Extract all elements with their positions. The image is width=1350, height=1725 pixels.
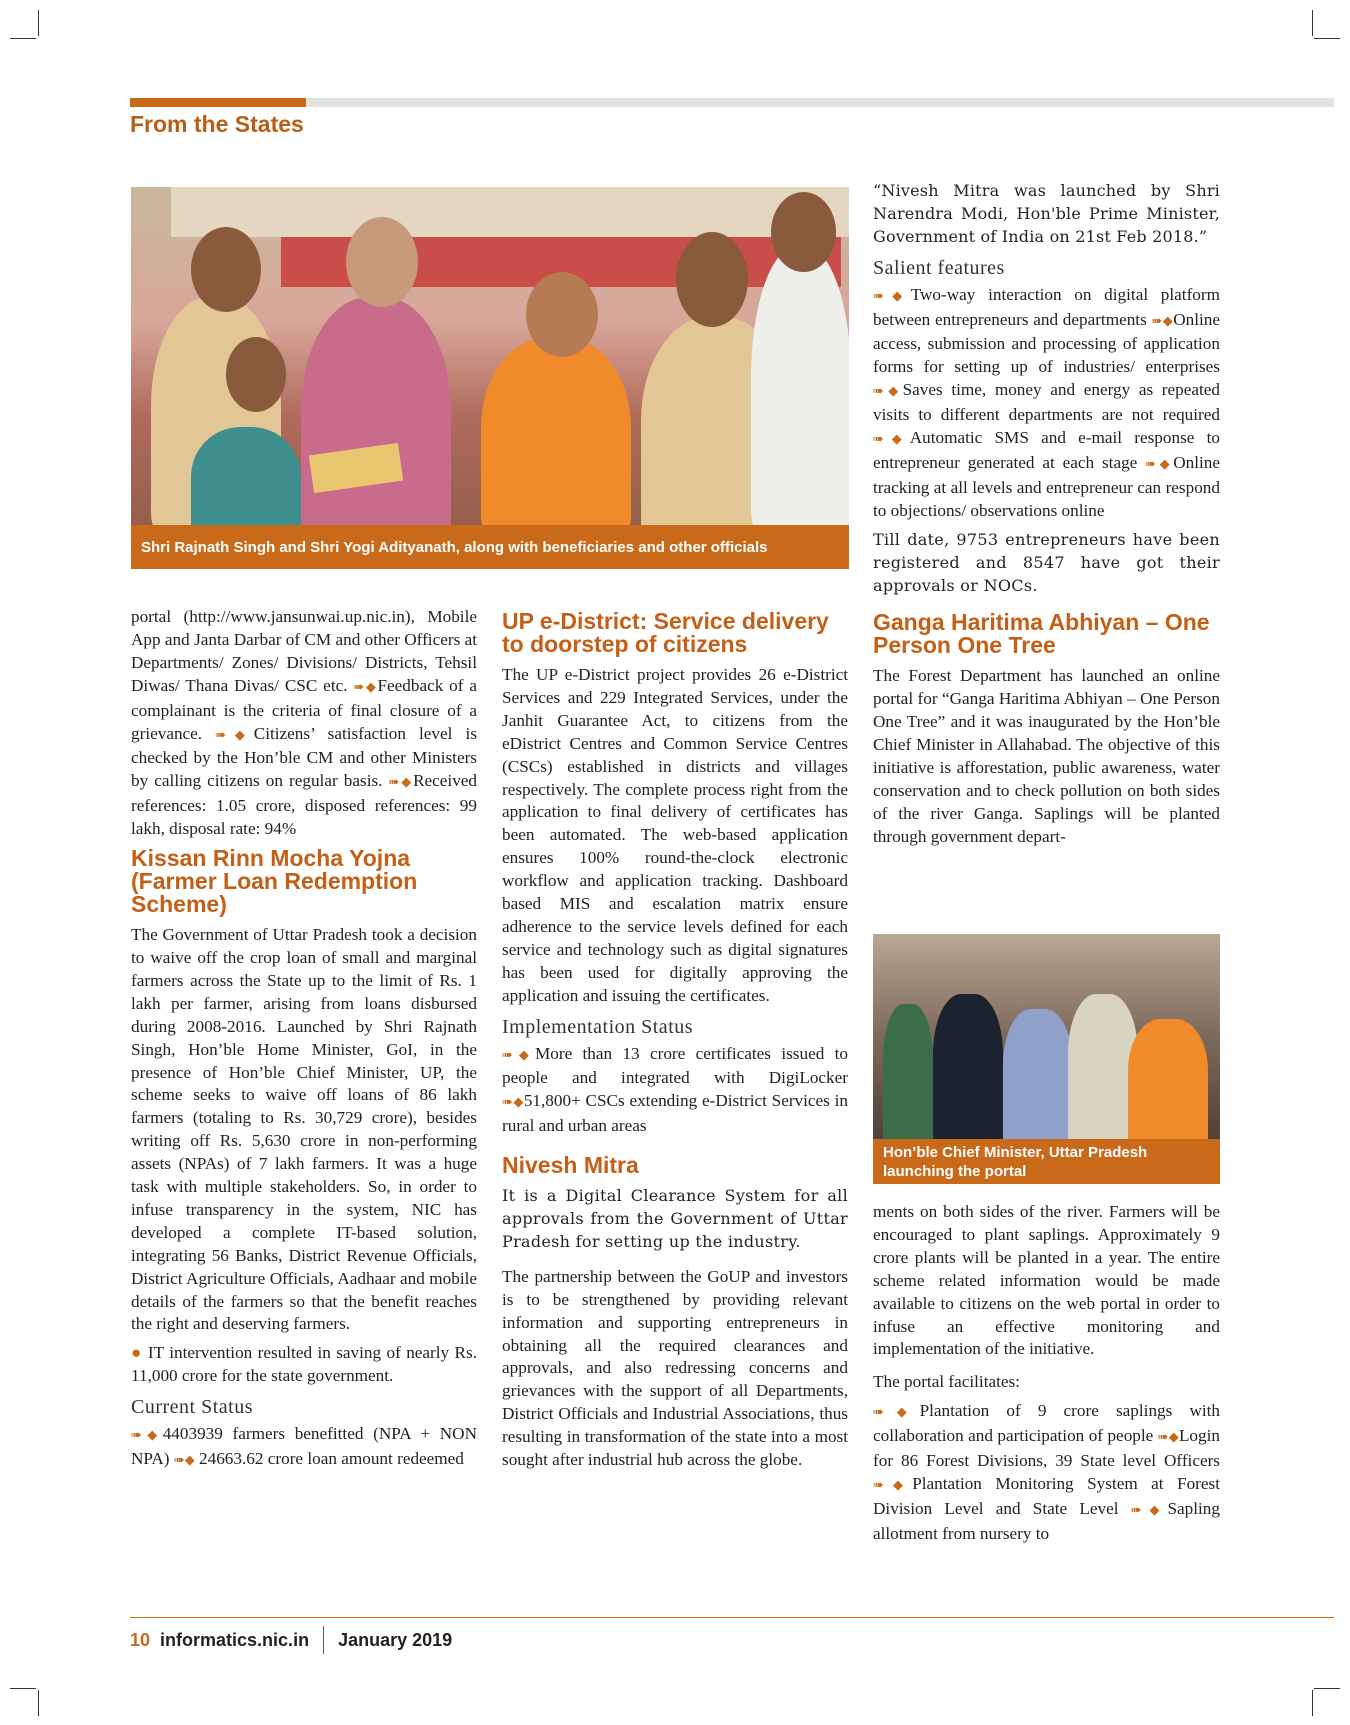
photo-person-head [771,192,836,272]
kissan-body: The Government of Uttar Pradesh took a decision to waive off the crop loan of small and marginal farmers across the State up to the limit of Rs. 1 lakh per farmer, arising from loans disbursed during 2008-2016. Launched by Shri Rajnath Singh, Hon’ble Home Minister, GoI, in the presence of Hon’ble Chief Minister, UP, the scheme seeks to waive off loans of 86 lakh farmers (totaling to Rs. 30,729 crore), besides writing off Rs. 5,630 crore in non-performing assets (NPAs) of 7 lakh farmers. It was a huge task with multiple stakeholders. So, in order to infuse transparency in the system, NIC has developed a complete IT-based solution, integrating 56 Banks, District Revenue Officials, District Agriculture Officials, Aadhaar and mobile details of the farmers so that the benefit reaches the right and deserving farmers. [131,925,477,1334]
arrow-diamond-icon: ➠◆ [873,288,911,304]
photo-person-head [346,217,418,307]
jansunwai-text: portal (http://www.jansunwai.up.nic.in), Mobile App and Janta Darbar of CM and other Officers at Departments/ Zones/ Divisions/ Districts, Tehsil Diwas/ Thana Divas/ CSC etc. [131,607,477,695]
photo-person-head [676,232,748,327]
edistrict-heading: UP e-District: Service delivery to doorstep of citizens [502,608,829,657]
footer-divider [323,1626,324,1654]
footer [130,1626,452,1654]
photo-backdrop-banner [171,187,849,237]
ganga-photo-caption: Hon’ble Chief Minister, Uttar Pradesh launching the portal [873,1139,1220,1184]
kissan-bullet-item [131,1342,477,1388]
nivesh-intro: It is a Digital Clearance System for all approvals from the Government of Uttar Pradesh for setting up the industry. [502,1186,848,1251]
nivesh-mitra-heading: Nivesh Mitra [502,1152,639,1179]
pf-sapling: Sapling allotment from nursery to [873,1498,1220,1543]
ganga-body: The Forest Department has launched an online portal for “Ganga Haritima Abhiyan – One Person One Tree” and it was inaugurated by the Hon’ble Chief Minister in Allahabad. The objective of this initiative is afforestation, public awareness, water conservation and to check pollution on both sides of the river Ganga. Saplings will be planted through government depart- [873,666,1220,846]
arrow-diamond-icon: ➠◆ [215,727,254,743]
arrow-diamond-icon: ➠◆ [388,775,414,791]
crop-mark [10,38,36,39]
sf-online-tracking: Online tracking at all levels and entrepreneur can respond to objections/ observations online [873,452,1220,520]
ganga-continued: ments on both sides of the river. Farmers will be encouraged to plant saplings. Approximately 9 crore plants will be planted in a year. The entire scheme related information would be made available to citizens on the web portal in order to infuse an effective monitoring and implementation of the initiative. [873,1202,1220,1359]
arrow-diamond-icon: ➠◆ [873,384,903,400]
current-status-heading: Current Status [131,1396,253,1419]
sf-two-way: Two-way interaction on digital platform between entrepreneurs and departments [873,284,1220,329]
salient-features-heading: Salient features [873,256,1005,279]
edistrict-body: The UP e-District project provides 26 e-District Services and 229 Integrated Services, under the Janhit Guarantee Act, to citizens from the eDistrict Centres and Common Service Centres (CSCs) established in districts and villages respectively. The complete process right from the application to final delivery of certificates has been automated. The web-based application ensures 100% round-the-clock electronic workflow and application tracking. Dashboard based MIS and escalation matrix ensure adherence to the service levels defined for each service and technology such as digital signatures has been used for digitally approving the application and issuing the certificates. [502,665,848,1005]
kissan-bullet-text: IT intervention resulted in saving of nearly Rs. 11,000 crore for the state government. [131,1343,477,1386]
impl-cscs: 51,800+ CSCs extending e-District Services in rural and urban areas [502,1091,848,1136]
arrow-diamond-icon: ➠◆ [353,679,378,695]
arrow-diamond-icon: ➠◆ [131,1428,163,1444]
crop-mark [10,1688,36,1689]
sf-automatic-sms: Automatic SMS and e-mail response to entrepreneur generated at each stage [873,428,1220,472]
photo-person [191,427,301,537]
photo-person [1128,1019,1208,1149]
crop-mark [38,10,39,36]
arrow-diamond-icon: ➠◆ [1130,1502,1168,1518]
crop-mark [1314,38,1340,39]
arrow-diamond-icon: ➠◆ [173,1453,195,1468]
orange-dot-icon: ● [131,1343,148,1363]
section-title: From the States [130,111,304,137]
salient-features-body [873,284,1220,523]
arrow-diamond-icon: ➠◆ [873,1477,913,1493]
photo-person-head [226,337,286,412]
crop-mark [38,1690,39,1716]
pf-plantation: Plantation of 9 crore saplings with collaboration and participation of people [873,1401,1221,1446]
footer-date: January 2019 [338,1629,453,1650]
crop-mark [1312,1690,1313,1716]
arrow-diamond-icon: ➠◆ [1151,313,1174,329]
till-date-paragraph: Till date, 9753 entrepreneurs have been registered and 8547 have got their approvals or NOCs. [873,529,1220,595]
status-farmers: 4403939 farmers benefitted (NPA + NON NPA) [131,1424,478,1468]
portal-facilitates-body [873,1400,1220,1545]
nivesh-body: The partnership between the GoUP and investors is to be strengthened by providing relevant information and supporting entrepreneurs in obtaining all the required clearances and approvals, and also redressing concerns and grievances with the support of all Departments, District Officials and Industrial Associations, thus resulting in transformation of the state into a most sought after industrial hub across the globe. [502,1266,848,1470]
nivesh-quote: “Nivesh Mitra was launched by Shri Narendra Modi, Hon'ble Prime Minister, Government of India on 21st Feb 2018.” [873,181,1220,246]
impl-certificates: More than 13 crore certificates issued to people and integrated with DigiLocker [502,1043,848,1088]
photo-person [301,297,451,547]
sf-online-access: Online access, submission and processing of application forms for setting up of industries/ enterprises [873,309,1220,377]
photo-person [751,247,849,537]
section-rule-accent [130,98,306,107]
photo-person-head [191,227,261,312]
arrow-diamond-icon: ➠◆ [1157,1430,1179,1446]
current-status-body [131,1423,477,1473]
ganga-photo [873,934,1220,1184]
jansunwai-references: Received references: 1.05 crore, disposed references: 99 lakh, disposal rate: 94% [131,771,478,839]
footer-rule [130,1617,1334,1618]
ganga-heading: Ganga Haritima Abhiyan – One Person One Tree [873,609,1210,659]
photo-person-head [526,272,598,357]
column-right-lower [873,1201,1220,1552]
arrow-diamond-icon: ➠◆ [873,1405,920,1421]
jansunwai-paragraph [131,606,477,841]
arrow-diamond-icon: ➠◆ [502,1095,524,1111]
main-photo [131,187,849,569]
kissan-heading: Kissan Rinn Mocha Yojna (Farmer Loan Redemption Scheme) [131,845,418,918]
photo-person [883,1004,933,1144]
status-loan: 24663.62 crore loan amount redeemed [199,1449,464,1468]
crop-mark [1312,10,1313,36]
photo-person [481,337,631,537]
jansunwai-feedback: Feedback of a complainant is the criteria of final closure of a grievance. [131,675,477,743]
footer-site: informatics.nic.in [160,1629,310,1650]
column-right [873,180,1220,855]
column-middle [502,606,848,1478]
photo-person [933,994,1003,1144]
pf-login: Login for 86 Forest Divisions, 39 State level Officers [873,1426,1220,1471]
arrow-diamond-icon: ➠◆ [873,432,910,448]
implementation-status-heading: Implementation Status [502,1015,694,1038]
sf-saves-time: Saves time, money and energy as repeated visits to different departments are not required [873,380,1220,425]
jansunwai-satisfaction: Citizens’ satisfaction level is checked by the Hon’ble CM and other Ministers by calling citizens on regular basis. [131,723,478,791]
page-number: 10 [130,1629,151,1650]
pf-monitoring: Plantation Monitoring System at Forest Division Level and State Level [873,1473,1220,1518]
column-left [131,606,477,1473]
portal-heading: The portal facilitates: [873,1372,1020,1392]
section-rule [130,98,1334,107]
arrow-diamond-icon: ➠◆ [502,1047,535,1063]
main-photo-caption: Shri Rajnath Singh and Shri Yogi Adityanath, along with beneficiaries and other officials [131,525,849,569]
implementation-status-body [502,1043,848,1139]
crop-mark [1314,1688,1340,1689]
arrow-diamond-icon: ➠◆ [1145,456,1174,472]
photo-person [1003,1009,1073,1149]
